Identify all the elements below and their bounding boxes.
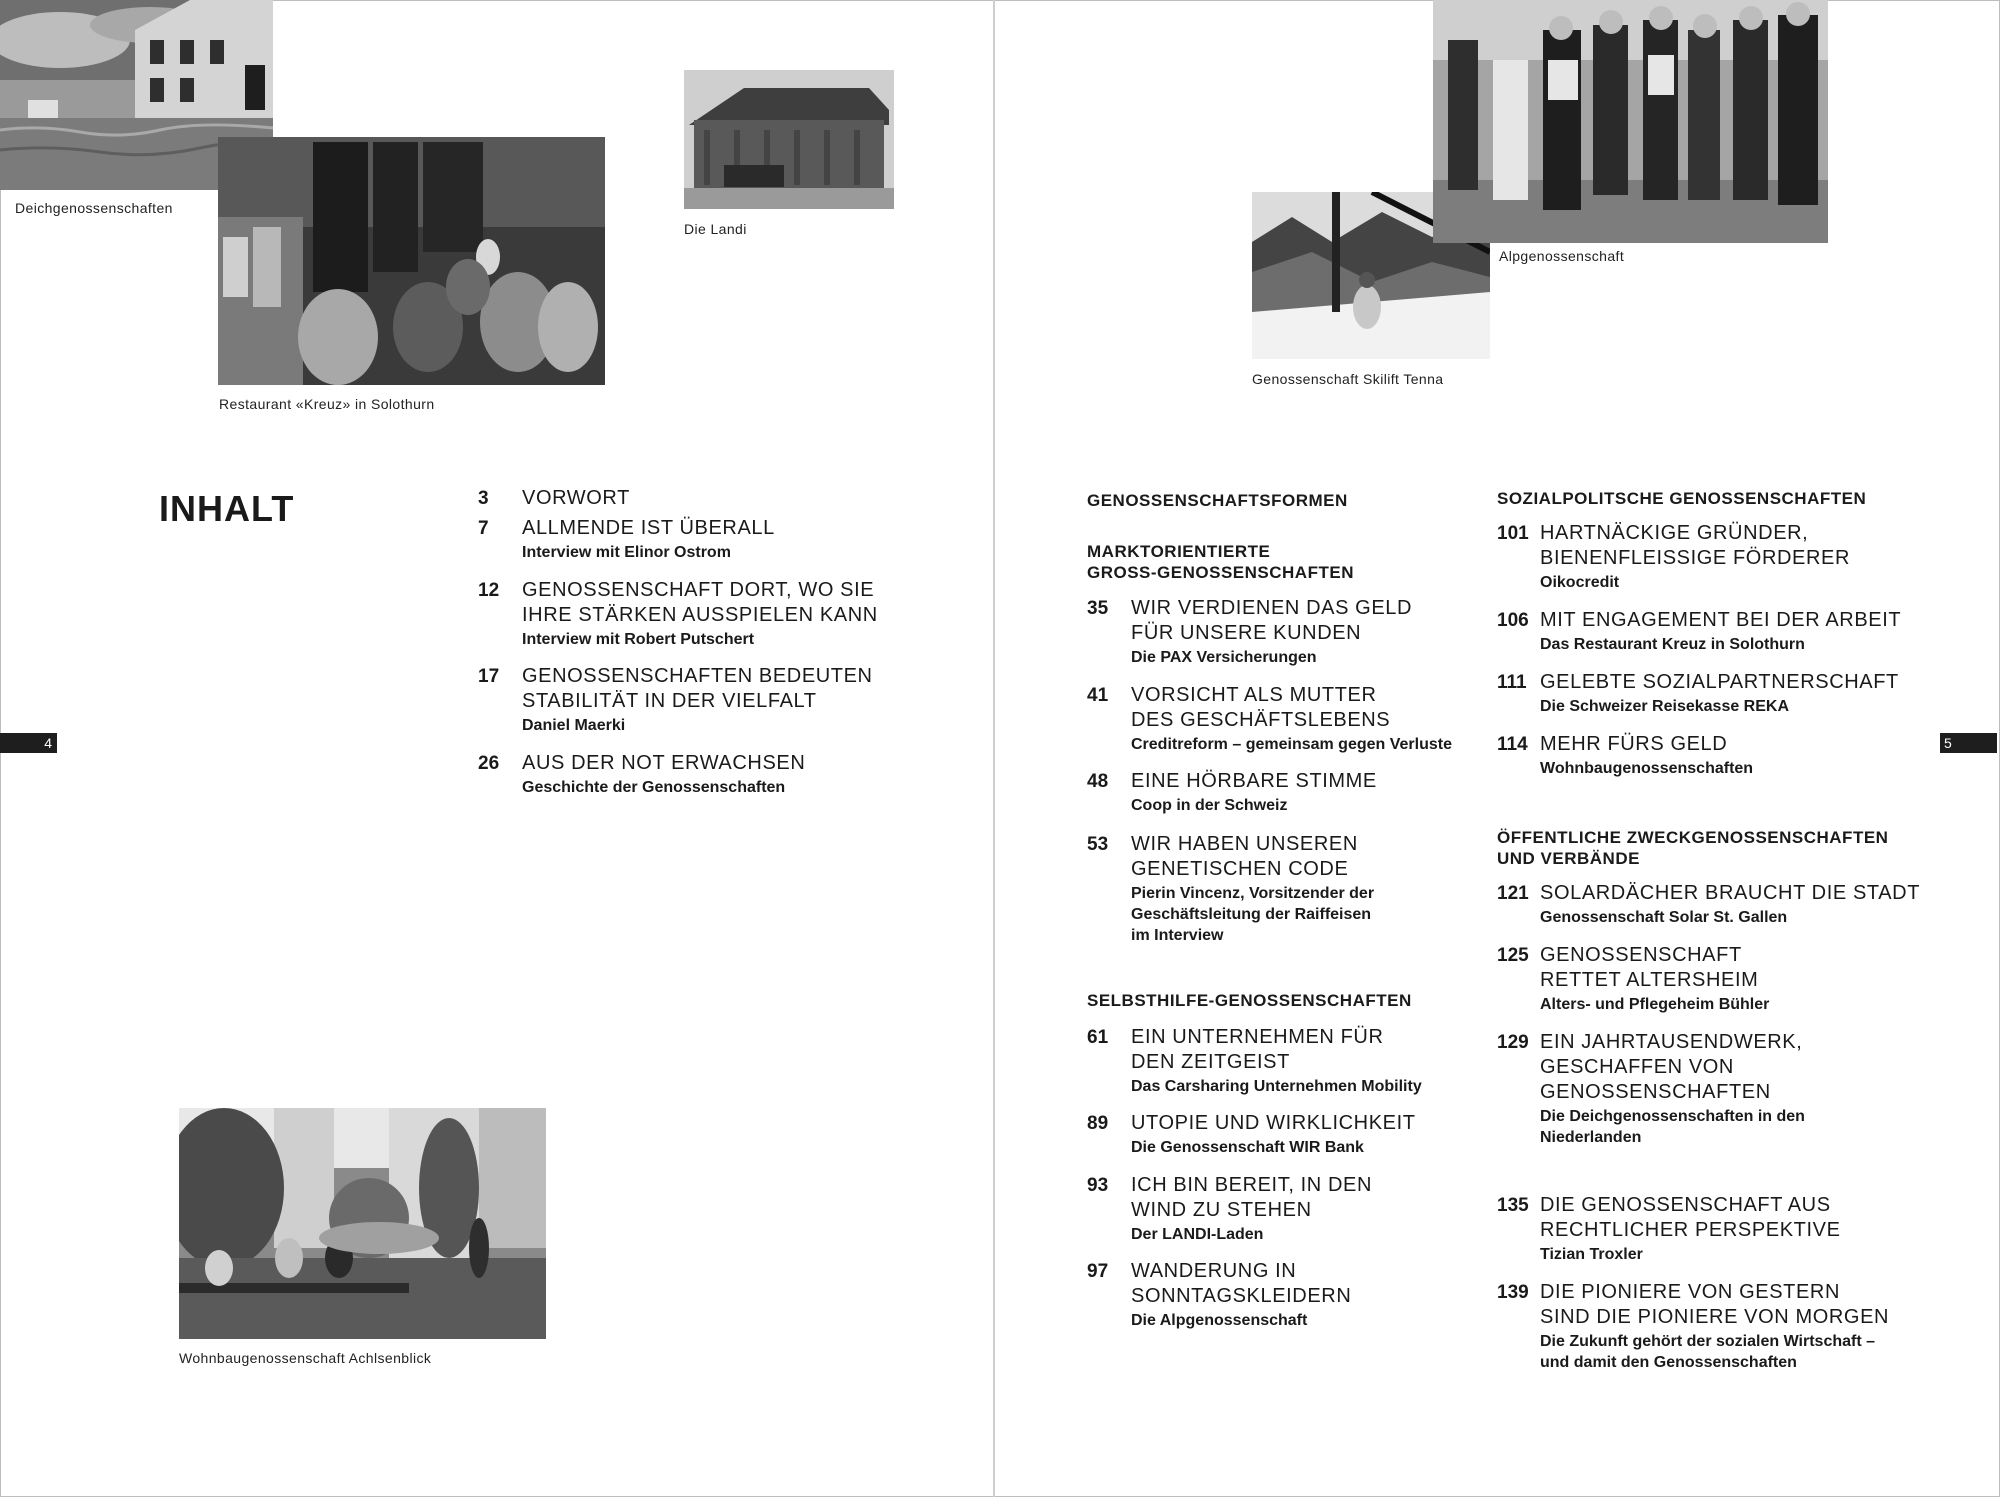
entry-page-number: 7	[478, 518, 489, 539]
entry-page-number: 35	[1087, 598, 1109, 619]
entry-page-number: 17	[478, 666, 500, 687]
entry-subtitle: Niederlanden	[1540, 1129, 1642, 1146]
entry-title: GELEBTE SOZIALPARTNERSCHAFT	[1540, 671, 1899, 693]
entry-subtitle: Die Alpgenossenschaft	[1131, 1312, 1308, 1329]
entry-subtitle: Das Carsharing Unternehmen Mobility	[1131, 1078, 1422, 1095]
entry-subtitle: Die PAX Versicherungen	[1131, 649, 1317, 666]
entry-page-number: 53	[1087, 834, 1109, 855]
entry-title: FÜR UNSERE KUNDEN	[1131, 622, 1362, 644]
caption-dike: Deichgenossenschaften	[15, 200, 173, 216]
caption-restaurant: Restaurant «Kreuz» in Solothurn	[219, 396, 435, 412]
entry-title: IHRE STÄRKEN AUSSPIELEN KANN	[522, 604, 878, 626]
section-heading	[1087, 990, 1412, 1011]
entry-title: ALLMENDE IST ÜBERALL	[522, 517, 775, 539]
entry-page-number: 135	[1497, 1195, 1529, 1216]
entry-subtitle: Genossenschaft Solar St. Gallen	[1540, 909, 1788, 926]
entry-title: GENOSSENSCHAFT	[1540, 944, 1742, 966]
section-heading-line: MARKTORIENTIERTE	[1087, 542, 1271, 561]
entry-subtitle: Geschäftsleitung der Raiffeisen	[1131, 906, 1372, 923]
section-heading-line: UND VERBÄNDE	[1497, 849, 1640, 868]
caption-housing: Wohnbaugenossenschaft Achlsenblick	[179, 1350, 432, 1366]
page-title: INHALT	[159, 488, 295, 529]
entry-title: WIR HABEN UNSEREN	[1131, 833, 1358, 855]
entry-subtitle: Geschichte der Genossenschaften	[522, 779, 786, 796]
entry-title: MEHR FÜRS GELD	[1540, 733, 1728, 755]
entry-title: SIND DIE PIONIERE VON MORGEN	[1540, 1306, 1890, 1328]
spine-fold	[993, 0, 995, 1497]
entry-title: WANDERUNG IN	[1131, 1260, 1297, 1282]
entry-page-number: 89	[1087, 1113, 1109, 1134]
entry-page-number: 121	[1497, 883, 1529, 904]
entry-title: BIENENFLEISSIGE FÖRDERER	[1540, 547, 1851, 569]
photo-landi-barn	[684, 70, 894, 209]
entry-subtitle: Alters- und Pflegeheim Bühler	[1540, 996, 1770, 1013]
entry-title: GENOSSENSCHAFTEN BEDEUTEN	[522, 665, 873, 687]
page-number-left-text: 4	[44, 735, 52, 751]
entry-subtitle: Interview mit Elinor Ostrom	[522, 544, 731, 561]
entry-page-number: 41	[1087, 685, 1109, 706]
page-number-left	[0, 733, 57, 753]
section-heading	[1497, 488, 1866, 509]
entry-title: EIN UNTERNEHMEN FÜR	[1131, 1026, 1384, 1048]
entry-subtitle: Pierin Vincenz, Vorsitzender der	[1131, 885, 1375, 902]
entry-page-number: 3	[478, 488, 489, 509]
entry-title: VORSICHT ALS MUTTER	[1131, 684, 1377, 706]
entry-subtitle: im Interview	[1131, 927, 1224, 944]
entry-page-number: 111	[1497, 672, 1527, 693]
entry-page-number: 93	[1087, 1175, 1109, 1196]
entry-title: EINE HÖRBARE STIMME	[1131, 770, 1377, 792]
entry-page-number: 26	[478, 753, 500, 774]
section-heading-line: SELBSTHILFE-GENOSSENSCHAFTEN	[1087, 991, 1412, 1010]
entry-subtitle: Das Restaurant Kreuz in Solothurn	[1540, 636, 1805, 653]
photo-restaurant	[218, 137, 605, 385]
entry-title: DEN ZEITGEIST	[1131, 1051, 1290, 1073]
entry-page-number: 106	[1497, 610, 1529, 631]
section-heading-line: GROSS-GENOSSENSCHAFTEN	[1087, 563, 1354, 582]
entry-title: GESCHAFFEN VON	[1540, 1056, 1734, 1078]
section-heading-main: GENOSSENSCHAFTSFORMEN	[1087, 491, 1348, 510]
entry-title: RECHTLICHER PERSPEKTIVE	[1540, 1219, 1841, 1241]
entry-page-number: 48	[1087, 771, 1109, 792]
caption-skilift: Genossenschaft Skilift Tenna	[1252, 371, 1444, 387]
entry-title: UTOPIE UND WIRKLICHKEIT	[1131, 1112, 1416, 1134]
entry-subtitle: Die Genossenschaft WIR Bank	[1131, 1139, 1364, 1156]
entry-page-number: 125	[1497, 945, 1529, 966]
entry-page-number: 114	[1497, 734, 1528, 755]
entry-title: DIE PIONIERE VON GESTERN	[1540, 1281, 1841, 1303]
page-number-right-text: 5	[1944, 735, 1952, 751]
entry-title: VORWORT	[522, 487, 630, 509]
entry-title: GENETISCHEN CODE	[1131, 858, 1349, 880]
entry-title: WIND ZU STEHEN	[1131, 1199, 1312, 1221]
entry-title: SONNTAGSKLEIDERN	[1131, 1285, 1352, 1307]
entry-title: HARTNÄCKIGE GRÜNDER,	[1540, 522, 1809, 544]
entry-subtitle: Wohnbaugenossenschaften	[1540, 760, 1754, 777]
entry-title: DIE GENOSSENSCHAFT AUS	[1540, 1194, 1831, 1216]
entry-title: ICH BIN BEREIT, IN DEN	[1131, 1174, 1373, 1196]
entry-title: STABILITÄT IN DER VIELFALT	[522, 690, 817, 712]
entry-subtitle: und damit den Genossenschaften	[1540, 1354, 1797, 1371]
photo-alp-group	[1433, 0, 1828, 243]
entry-subtitle: Die Zukunft gehört der sozialen Wirtschaft –	[1540, 1333, 1876, 1350]
caption-landi: Die Landi	[684, 221, 747, 237]
entry-page-number: 129	[1497, 1032, 1529, 1053]
photo-housing-courtyard	[179, 1108, 546, 1339]
entry-title: WIR VERDIENEN DAS GELD	[1131, 597, 1413, 619]
entry-subtitle: Der LANDI-Laden	[1131, 1226, 1264, 1243]
entry-page-number: 61	[1087, 1027, 1109, 1048]
entry-title: SOLARDÄCHER BRAUCHT DIE STADT	[1540, 882, 1921, 904]
entry-title: GENOSSENSCHAFT DORT, WO SIE	[522, 579, 875, 601]
entry-subtitle: Tizian Troxler	[1540, 1246, 1643, 1263]
entry-subtitle: Creditreform – gemeinsam gegen Verluste	[1131, 736, 1452, 753]
entry-title: DES GESCHÄFTSLEBENS	[1131, 709, 1391, 731]
caption-alp: Alpgenossenschaft	[1499, 248, 1625, 264]
section-heading-line: SOZIALPOLITSCHE GENOSSENSCHAFTEN	[1497, 489, 1867, 508]
entry-subtitle: Coop in der Schweiz	[1131, 797, 1288, 814]
entry-subtitle: Die Deichgenossenschaften in den	[1540, 1108, 1805, 1125]
section-heading	[1497, 827, 1888, 869]
entry-subtitle: Oikocredit	[1540, 574, 1620, 591]
entry-title: GENOSSENSCHAFTEN	[1540, 1081, 1771, 1103]
entry-subtitle: Die Schweizer Reisekasse REKA	[1540, 698, 1790, 715]
entry-title: AUS DER NOT ERWACHSEN	[522, 752, 806, 774]
entry-title: MIT ENGAGEMENT BEI DER ARBEIT	[1540, 609, 1902, 631]
entry-page-number: 12	[478, 580, 500, 601]
page-number-right	[1940, 733, 1997, 753]
entry-page-number: 139	[1497, 1282, 1529, 1303]
entry-title: RETTET ALTERSHEIM	[1540, 969, 1759, 991]
entry-page-number: 101	[1497, 523, 1529, 544]
section-heading	[1087, 541, 1354, 583]
entry-subtitle: Interview mit Robert Putschert	[522, 631, 755, 648]
section-heading-line: ÖFFENTLICHE ZWECKGENOSSENSCHAFTEN	[1497, 828, 1889, 847]
entry-page-number: 97	[1087, 1261, 1109, 1282]
entry-title: EIN JAHRTAUSENDWERK,	[1540, 1031, 1803, 1053]
entry-subtitle: Daniel Maerki	[522, 717, 626, 734]
